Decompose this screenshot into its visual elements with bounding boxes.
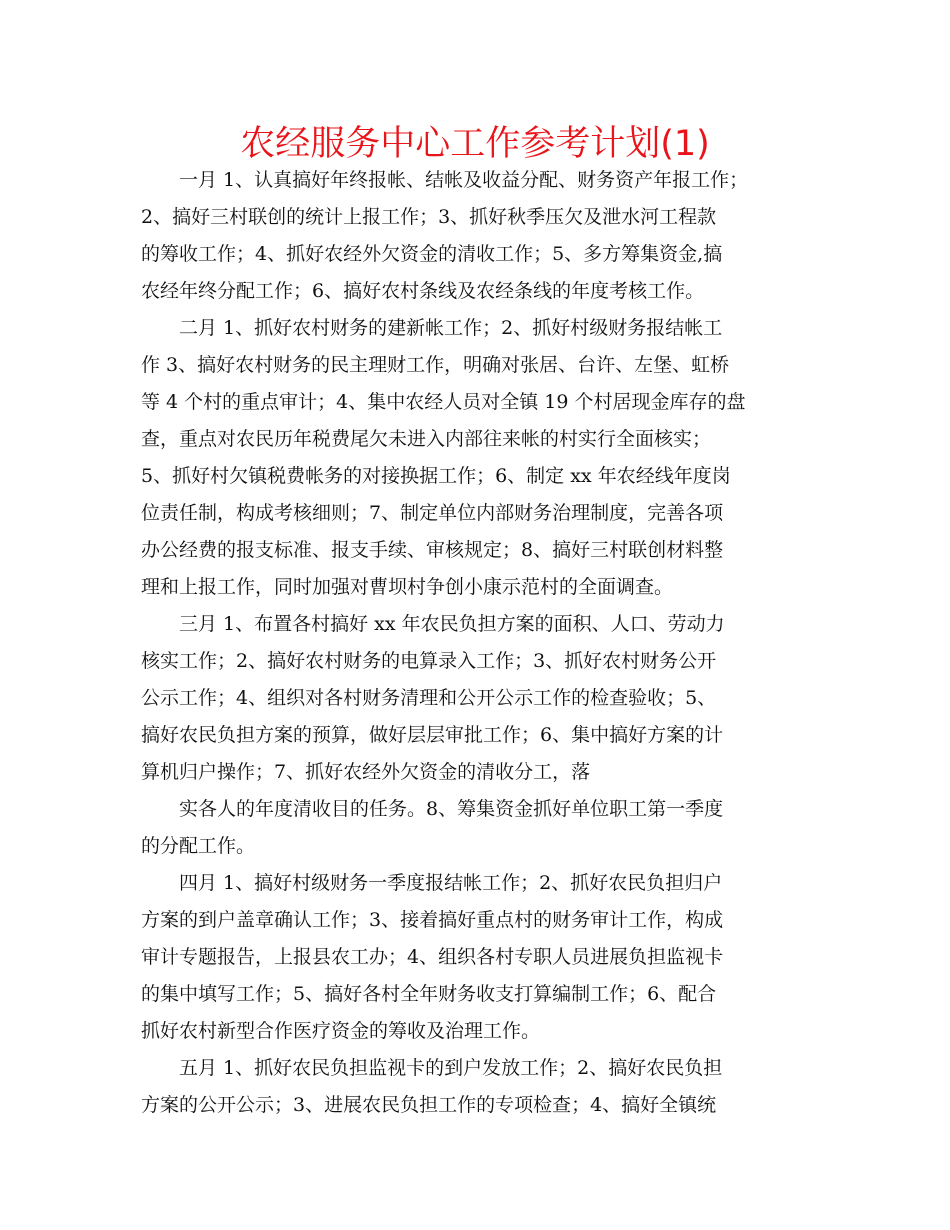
text-line: 审计专题报告，上报县农工办；4、组织各村专职人员进展负担监视卡 <box>141 946 724 968</box>
text-line: 作 3、搞好农村财务的民主理财工作，明确对张居、台许、左堡、虹桥 <box>141 354 730 376</box>
paragraph-march <box>141 606 817 791</box>
text-line: 实各人的年度清收目的任务。8、筹集资金抓好单位职工第一季度 <box>179 798 724 820</box>
text-line: 公示工作；4、组织对各村财务清理和公开公示工作的检查验收；5、 <box>141 687 717 709</box>
text-line: 抓好农村新型合作医疗资金的筹收及治理工作。 <box>141 1020 541 1042</box>
document-title: 农经服务中心工作参考计划(1) <box>240 124 710 164</box>
text-line: 位责任制，构成考核细则；7、制定单位内部财务治理制度，完善各项 <box>141 502 724 524</box>
text-line: 搞好农民负担方案的预算，做好层层审批工作；6、集中搞好方案的计 <box>141 724 724 746</box>
text-line: 农经年终分配工作；6、搞好农村条线及农经条线的年度考核工作。 <box>141 280 705 302</box>
text-line: 二月 1、抓好农村财务的建新帐工作；2、抓好村级财务报结帐工 <box>179 317 723 339</box>
document-body <box>141 162 817 1124</box>
paragraph-march-continued <box>141 791 817 865</box>
text-line: 核实工作；2、搞好农村财务的电算录入工作；3、抓好农村财务公开 <box>141 650 717 672</box>
text-line: 等 4 个村的重点审计；4、集中农经人员对全镇 19 个村居现金库存的盘 <box>141 391 746 413</box>
text-line: 5、抓好村欠镇税费帐务的对接换据工作；6、制定 xx 年农经线年度岗 <box>141 465 731 487</box>
text-line: 2、搞好三村联创的统计上报工作；3、抓好秋季压欠及泄水河工程款 <box>141 206 717 228</box>
text-line: 一月 1、认真搞好年终报帐、结帐及收益分配、财务资产年报工作； <box>179 169 749 191</box>
text-line: 理和上报工作，同时加强对曹坝村争创小康示范村的全面调查。 <box>141 576 674 598</box>
paragraph-january <box>141 162 817 310</box>
paragraph-february <box>141 310 817 606</box>
text-line: 算机归户操作；7、抓好农经外欠资金的清收分工，落 <box>141 761 591 783</box>
text-line: 四月 1、搞好村级财务一季度报结帐工作；2、抓好农民负担归户 <box>179 872 723 894</box>
paragraph-april <box>141 865 817 1050</box>
paragraph-may <box>141 1050 817 1124</box>
text-line: 的筹收工作；4、抓好农经外欠资金的清收工作；5、多方筹集资金,搞 <box>141 243 723 265</box>
text-line: 方案的到户盖章确认工作；3、接着搞好重点村的财务审计工作，构成 <box>141 909 724 931</box>
text-line: 的分配工作。 <box>141 835 256 857</box>
text-line: 方案的公开公示；3、进展农民负担工作的专项检查；4、搞好全镇统 <box>141 1094 717 1116</box>
text-line: 五月 1、抓好农民负担监视卡的到户发放工作；2、搞好农民负担 <box>179 1057 723 1079</box>
text-line: 三月 1、布置各村搞好 xx 年农民负担方案的面积、人口、劳动力 <box>179 613 725 635</box>
text-line: 查，重点对农民历年税费尾欠未进入内部往来帐的村实行全面核实； <box>141 428 712 450</box>
text-line: 的集中填写工作；5、搞好各村全年财务收支打算编制工作；6、配合 <box>141 983 717 1005</box>
text-line: 办公经费的报支标准、报支手续、审核规定；8、搞好三村联创材料整 <box>141 539 724 561</box>
